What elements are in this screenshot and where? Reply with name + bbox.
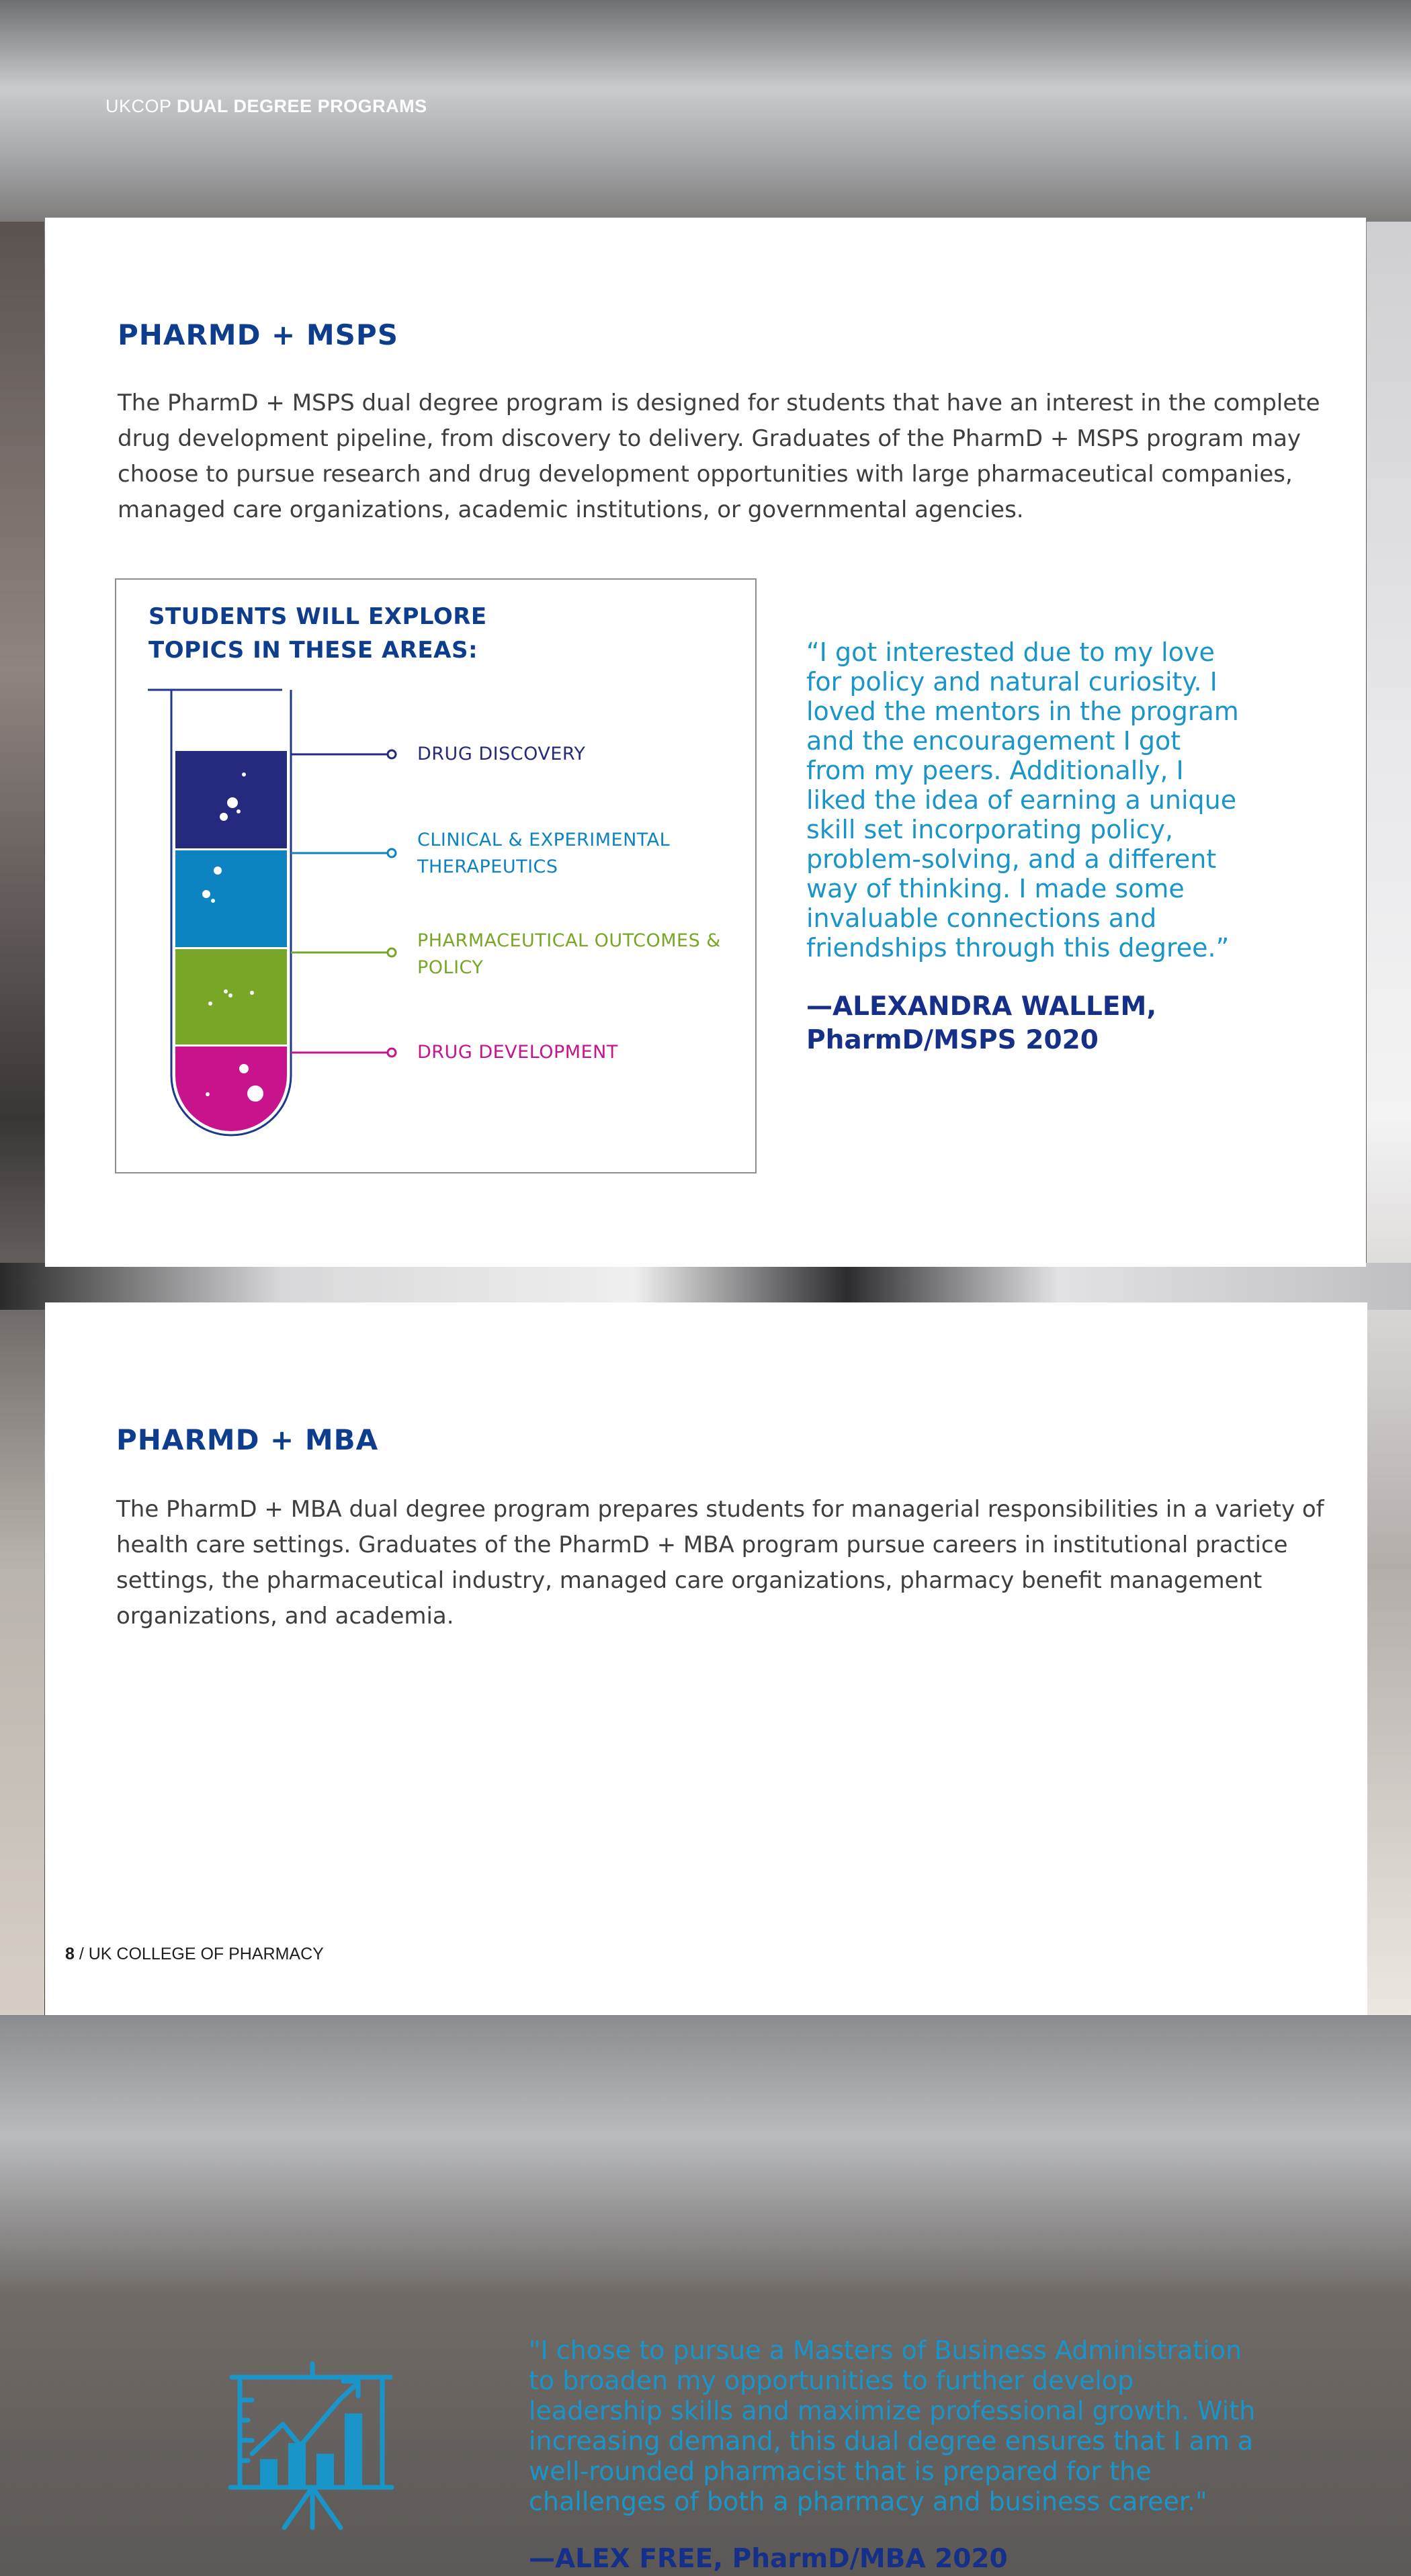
topics-title: STUDENTS WILL EXPLORE TOPICS IN THESE AREAS: (148, 603, 487, 664)
background-photo-right (1367, 222, 1411, 2015)
background-photo-left (0, 222, 44, 2015)
growth-chart-presentation-icon (225, 2358, 400, 2533)
testimonial-attribution-wallem: —ALEXANDRA WALLEM, PharmD/MSPS 2020 (806, 991, 1157, 1055)
testimonial-attribution-free: —ALEX FREE, PharmD/MBA 2020 (529, 2544, 1008, 2574)
page-header (105, 96, 427, 117)
section-body-msps: The PharmD + MSPS dual degree program is designed for students that have an interest in the complete drug development pipeline, from discovery to delivery. Graduates of the PharmD + MSPS program may choose to pursue research and drug development opportunities with large pharmaceutical companies, managed care organizations, academic institutions, or governmental agencies. (118, 390, 1320, 523)
tube-layer-clinical (175, 850, 287, 947)
section-title-msps: PHARMD + MSPS (118, 318, 398, 351)
pharmd-msps-card (45, 218, 1366, 1267)
topic-label-clinical-therapeutics: CLINICAL & EXPERIMENTAL THERAPEUTICS (417, 830, 671, 877)
page-footer (65, 1945, 324, 1964)
topics-box (115, 578, 757, 1173)
page-number: 8 (65, 1945, 75, 1963)
testimonial-quote-free: "I chose to pursue a Masters of Business Administration to broaden my opportunities to further develop leadership skills and maximize professional growth. With increasing demand, this dual degree ensures that I am a well-rounded pharmacist that is prepared for the challenges of both a pharmacy and business career." (529, 2336, 1256, 2516)
topic-label-pharmaceutical-outcomes: PHARMACEUTICAL OUTCOMES & POLICY (417, 930, 721, 978)
topic-label-drug-discovery: DRUG DISCOVERY (417, 744, 586, 764)
section-body-mba: The PharmD + MBA dual degree program prepares students for managerial responsibilities in a variety of health care settings. Graduates of the PharmD + MBA program pursue careers in institutional practice settings, the pharmaceutical industry, managed care organizations, pharmacy benefit management organizations, and academia. (116, 1496, 1324, 1630)
pharmd-mba-card (45, 1302, 1367, 2574)
header-prefix: UKCOP (105, 96, 172, 116)
testimonial-quote-wallem: “I got interested due to my love for policy and natural curiosity. I loved the mentors in the program and the encouragement I got from my peers. Additionally, I liked the idea of earning a unique skill set incorporating policy, problem-solving, and a different way of thinking. I made some invaluable connections and friendships through this degree.” (806, 637, 1239, 963)
topic-label-drug-development: DRUG DEVELOPMENT (417, 1042, 618, 1063)
section-title-mba: PHARMD + MBA (116, 1423, 379, 1456)
tube-layer-development (175, 1047, 287, 1131)
header-title: DUAL DEGREE PROGRAMS (177, 96, 427, 116)
topic-leader-lines (291, 750, 396, 1057)
footer-text: / UK COLLEGE OF PHARMACY (74, 1945, 324, 1963)
